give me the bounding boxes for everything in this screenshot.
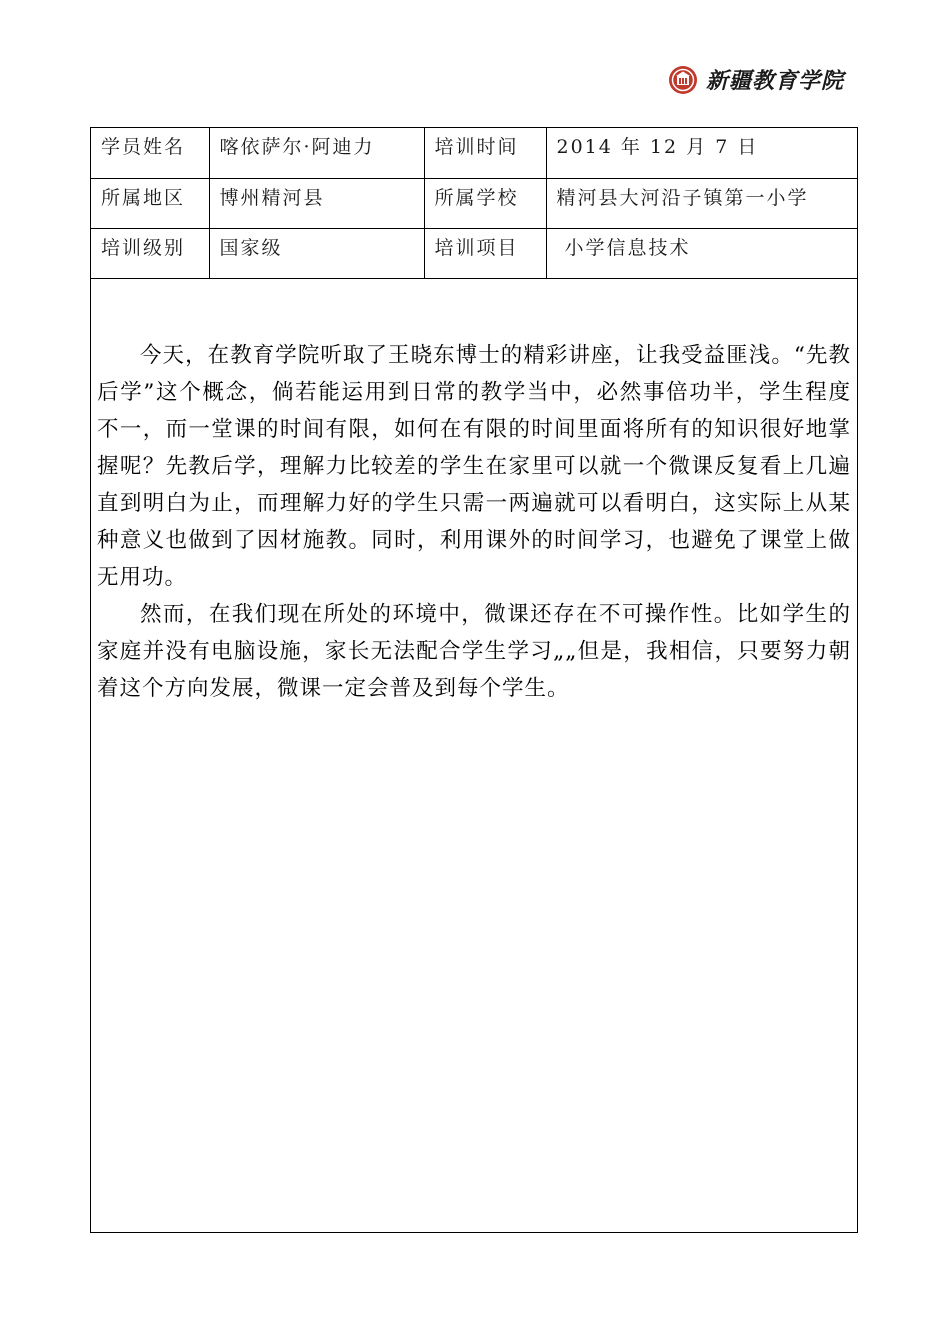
label-training-time: 培训时间 [424,128,546,178]
table-row [91,178,857,228]
label-training-project: 培训项目 [424,228,546,278]
trainee-info-table [91,128,857,279]
table-row [91,128,857,178]
label-region: 所属地区 [91,178,209,228]
value-region: 博州精河县 [209,178,424,228]
paragraph: 然而，在我们现在所处的环境中，微课还存在不可操作性。比如学生的家庭并没有电脑设施，家长无法配合学生学习„„但是，我相信，只要努力朝着这个方向发展，微课一定会普及到每个学生。 [97,601,851,701]
table-row [91,228,857,278]
label-training-level: 培训级别 [91,228,209,278]
school-emblem-icon [668,65,698,95]
paragraph: 今天，在教育学院听取了王晓东博士的精彩讲座，让我受益匪浅。“先教后学”这个概念，倘若能运用到日常的教学当中，必然事倍功半，学生程度不一，而一堂课的时间有限，如何在有限的时间里面将所有的知识很好地掌握呢？先教后学，理解力比较差的学生在家里可以就一个微课反复看上几遍直到明白为止，而理解力好的学生只需一两遍就可以看明白，这实际上从某种意义也做到了因材施教。同时，利用课外的时间学习，也避免了课堂上做无用功。 [97,342,851,590]
value-training-time: 2014 年 12 月 7 日 [546,128,857,178]
institution-logo [668,64,844,95]
training-report-form [90,127,858,1233]
institution-name: 新疆教育学院 [706,68,845,94]
reflection-text [91,279,857,707]
value-school: 精河县大河沿子镇第一小学 [546,178,857,228]
label-school: 所属学校 [424,178,546,228]
value-training-level: 国家级 [209,228,424,278]
value-trainee-name: 喀依萨尔·阿迪力 [209,128,424,178]
value-training-project: 小学信息技术 [546,228,857,278]
label-trainee-name: 学员姓名 [91,128,209,178]
